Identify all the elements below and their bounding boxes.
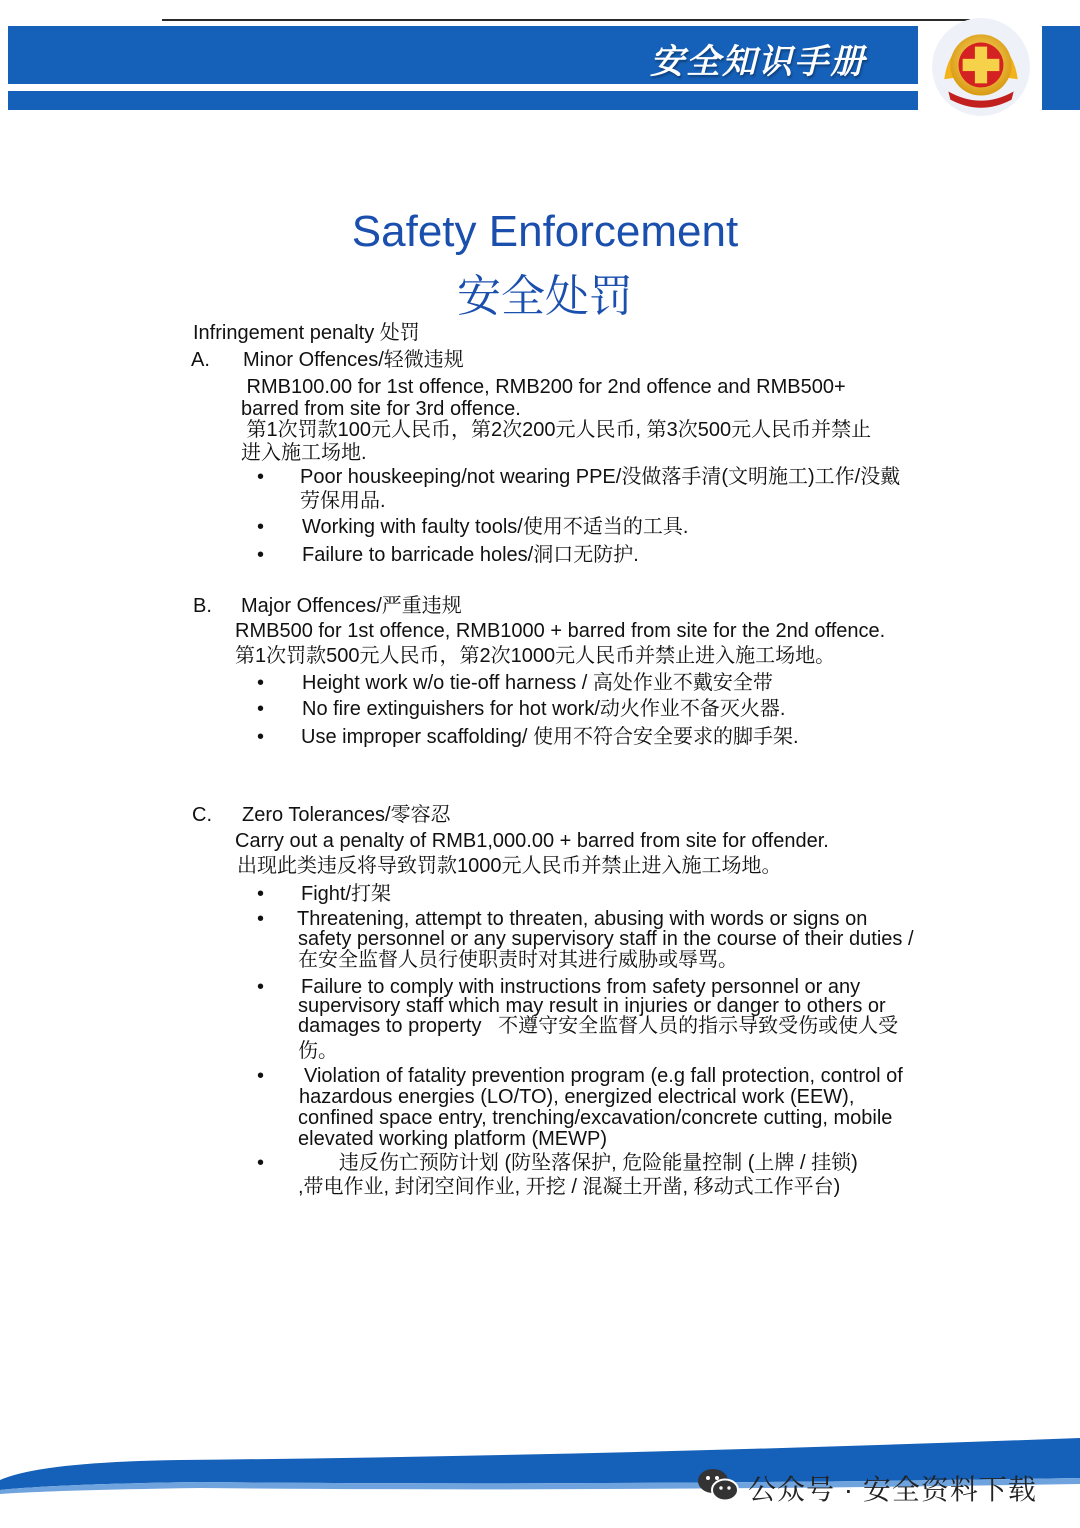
bullet-dot: • [257, 672, 265, 694]
header-band-lower [8, 91, 918, 110]
header-band-right [1042, 26, 1080, 110]
bullet-dot: • [257, 883, 265, 905]
bullet-text: Height work w/o tie-off harness / 高处作业不戴安全带 [302, 672, 773, 694]
section-heading: Zero Tolerances/零容忍 [242, 804, 451, 826]
bullet-text: 违反伤亡预防计划 (防坠落保护, 危险能量控制 (上牌 / 挂锁) [300, 1152, 858, 1174]
bullet-text: safety personnel or any supervisory staff in the course of their duties / [298, 928, 914, 950]
section-letter: B. [193, 595, 212, 617]
bullet-text: ,带电作业, 封闭空间作业, 开挖 / 混凝土开凿, 移动式工作平台) [298, 1176, 841, 1198]
section-letter: C. [192, 804, 212, 826]
bullet-text: Working with faulty tools/使用不适当的工具. [302, 516, 689, 538]
top-rule [162, 19, 970, 21]
bullet-text: 伤。 [298, 1040, 338, 1062]
bullet-dot: • [257, 908, 265, 930]
bullet-text: Threatening, attempt to threaten, abusing with words or signs on [297, 908, 868, 930]
bullet-text: Fight/打架 [301, 883, 392, 905]
bullet-dot: • [257, 466, 265, 488]
bullet-text: confined space entry, trenching/excavation/concrete cutting, mobile [298, 1107, 893, 1129]
penalty-line: RMB100.00 for 1st offence, RMB200 for 2nd offence and RMB500+ [241, 376, 846, 398]
penalty-line: 第1次罚款500元人民币，第2次1000元人民币并禁止进入施工场地。 [235, 645, 836, 667]
safety-cross-emblem-icon [930, 16, 1032, 118]
bullet-text: Poor houskeeping/not wearing PPE/没做落手清(文明施工)工作/没戴 [300, 466, 901, 488]
header-title: 安全知识手册 [650, 43, 866, 81]
bullet-dot: • [257, 1065, 265, 1087]
bullet-text: Violation of fatality prevention program (e.g fall protection, control of [304, 1065, 903, 1087]
bullet-dot: • [257, 544, 265, 566]
bullet-dot: • [257, 516, 265, 538]
penalty-line: 进入施工场地. [241, 442, 367, 464]
bullet-text: Use improper scaffolding/ 使用不符合安全要求的脚手架. [301, 726, 799, 748]
footer-text: 公众号 · 安全资料下载 [748, 1474, 1037, 1505]
wechat-icon [696, 1466, 740, 1504]
bullet-text: 在安全监督人员行使职责时对其进行威胁或辱骂。 [298, 949, 738, 971]
penalty-line: Carry out a penalty of RMB1,000.00 + barred from site for offender. [235, 830, 829, 852]
bullet-dot: • [257, 698, 265, 720]
title-chinese: 安全处罚 [457, 272, 633, 321]
section-heading: Major Offences/严重违规 [241, 595, 462, 617]
bullet-text: Failure to barricade holes/洞口无防护. [302, 544, 639, 566]
penalty-line: barred from site for 3rd offence. [241, 398, 521, 420]
bullet-text: supervisory staff which may result in injuries or danger to others or [298, 995, 886, 1017]
penalty-line: RMB500 for 1st offence, RMB1000 + barred from site for the 2nd offence. [235, 620, 886, 642]
bullet-text: Failure to comply with instructions from safety personnel or any [301, 976, 861, 998]
penalty-line: 出现此类违反将导致罚款1000元人民币并禁止进入施工场地。 [237, 855, 782, 877]
bullet-text: elevated working platform (MEWP) [298, 1128, 607, 1150]
bullet-dot: • [257, 1152, 265, 1174]
bullet-dot: • [257, 726, 265, 748]
bullet-dot: • [257, 976, 265, 998]
section-letter: A. [191, 349, 210, 371]
penalty-line: 第1次罚款100元人民币，第2次200元人民币, 第3次500元人民币并禁止 [241, 419, 872, 441]
bullet-text: 劳保用品. [300, 490, 386, 512]
title-english: Safety Enforcement [351, 207, 739, 256]
bullet-text: No fire extinguishers for hot work/动火作业不备灭火器. [302, 698, 786, 720]
intro-text: Infringement penalty 处罚 [193, 322, 420, 344]
bullet-text: hazardous energies (LO/TO), energized electrical work (EEW), [299, 1086, 855, 1108]
section-heading: Minor Offences/轻微违规 [243, 349, 464, 371]
bullet-text: damages to property 不遵守安全监督人员的指示导致受伤或使人受 [298, 1015, 899, 1037]
